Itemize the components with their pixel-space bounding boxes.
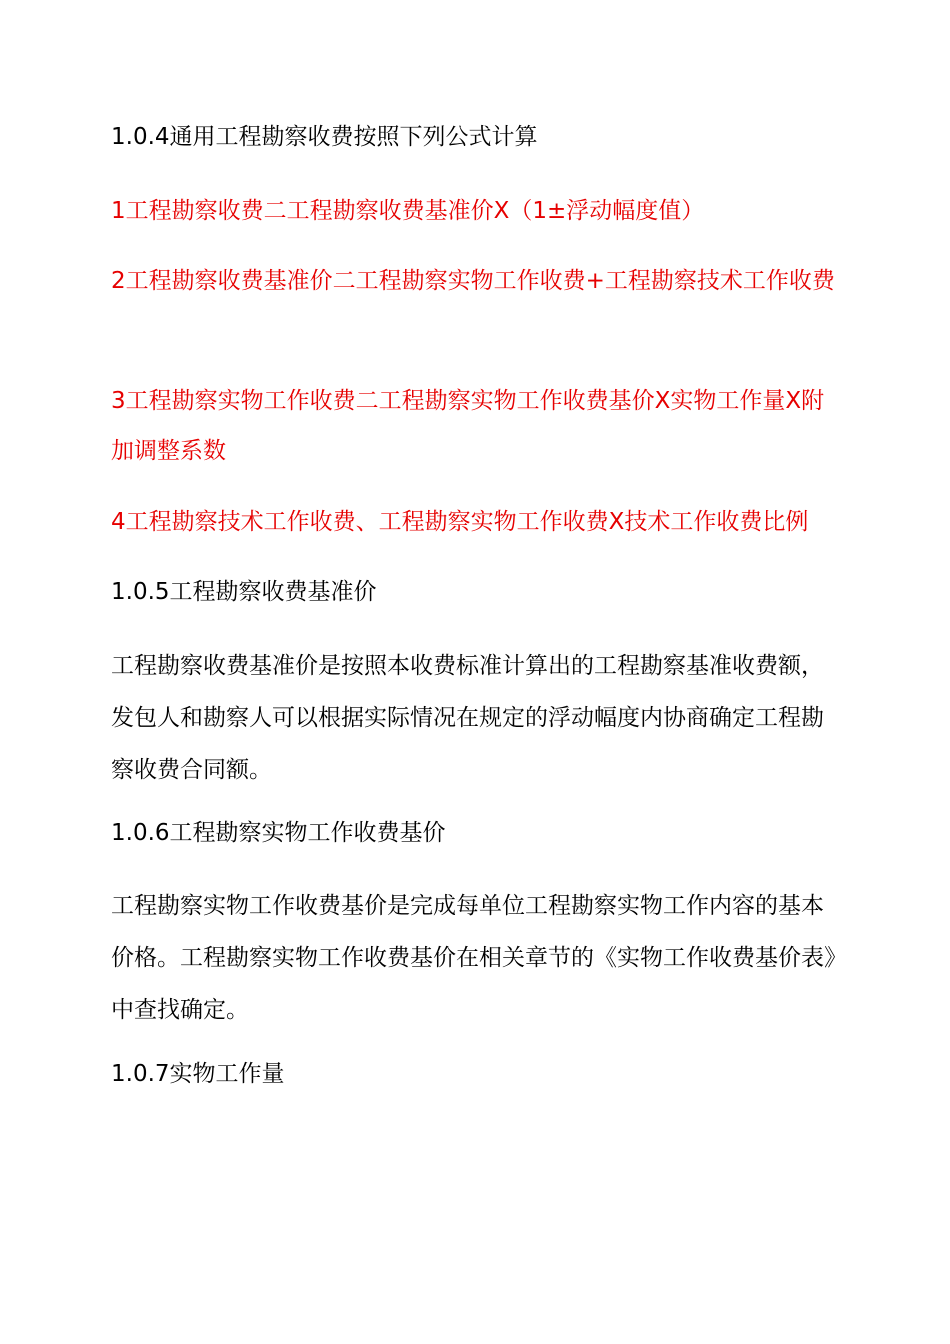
formula-2: 2工程勘察收费基准价二工程勘察实物工作收费+工程勘察技术工作收费 [111, 268, 835, 294]
formula-4: 4工程勘察技术工作收费、工程勘察实物工作收费X技术工作收费比例 [111, 509, 809, 535]
section-heading-1-0-5: 1.0.5工程勘察收费基准价 [111, 579, 377, 605]
formula-1: 1工程勘察收费二工程勘察收费基准价X（1±浮动幅度值） [111, 198, 705, 224]
paragraph-1-0-6: 工程勘察实物工作收费基价是完成每单位工程勘察实物工作内容的基本价格。工程勘察实物工作收费基价在相关章节的《实物工作收费基价表》中查找确定。 [111, 893, 836, 1023]
section-heading-1-0-4: 1.0.4通用工程勘察收费按照下列公式计算 [111, 124, 538, 150]
paragraph-1-0-5: 工程勘察收费基准价是按照本收费标准计算出的工程勘察基准收费额，发包人和勘察人可以根据实际情况在规定的浮动幅度内协商确定工程勘察收费合同额。 [111, 653, 824, 783]
section-heading-1-0-7: 1.0.7实物工作量 [111, 1061, 285, 1087]
section-heading-1-0-6: 1.0.6工程勘察实物工作收费基价 [111, 820, 446, 846]
formula-3: 3工程勘察实物工作收费二工程勘察实物工作收费基价X实物工作量X附加调整系数 [111, 388, 825, 464]
